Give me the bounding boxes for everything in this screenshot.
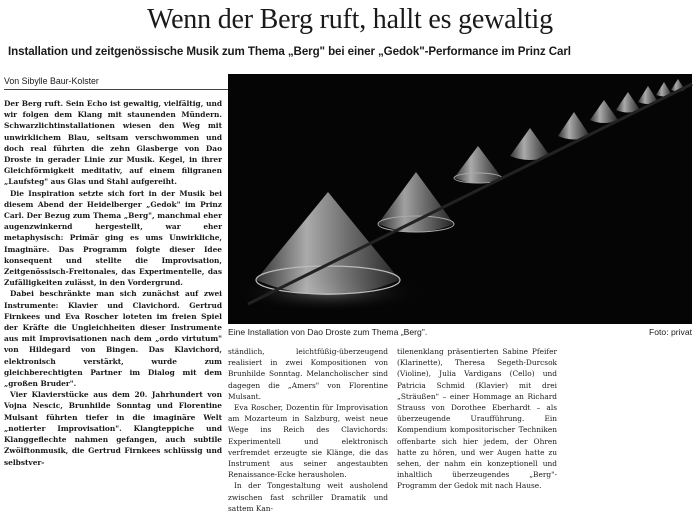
paragraph: Vier Klavierstücke aus dem 20. Jahrhundert von Vojna Nescic, Brunhilde Sonntag und Florentine Mulsant führten tiefer in die imaginäre Welt „notierter Improvisation". Klangteppiche und Klanggeflechte nahmen gefangen, auch subtile Zwölftonmusik, die Gertrud Firnkees schlüssig und selbstver- [4,390,222,467]
paragraph: Eva Roscher, Dozentin für Improvisation am Mozarteum in Salzburg, weist neue Wege ins Reich des Clavichords: Experimentell und elektronisch verfremdet erzeugte sie Klänge, die das Instrument aus seiner angestaubten Renaissance-Ecke herausholen. [228,403,388,480]
article-column-2 [228,346,388,513]
photo-credit: Foto: privat [649,327,692,337]
paragraph: Dabei beschränkte man sich zunächst auf zwei Instrumente: Klavier und Clavichord. Gertrud Firnkees und Eva Roscher loteten im freien Spiel der Kräfte die Ungleichheiten dieser Instrumente aus mit Improvisationen nach dem „ordo virtutum" von Hildegard von Bingen. Das Klavichord, elektronisch verstärkt, wurde zum gleichberechtigten Partner im Dialog mit dem „großen Bruder". [4,289,222,389]
paragraph: Die Inspiration setzte sich fort in der Musik bei diesem Abend der Heidelberger „Gedok" im Prinz Carl. Der Bezug zum Thema „Berg", manchmal eher augenzwinkernd hergestellt, war eher metaphysisch: Primär ging es ums Unwirkliche, Imaginäre. Das Programm folgte dieser Idee konsequent und stellte die Improvisation, Zeitgenössisch-Freitonales, das Experimentelle, das Zufälligkeiten zulässt, in den Vordergrund. [4,188,222,288]
article-column-1 [4,98,222,492]
paragraph: In der Tongestaltung weit ausholend zwischen fast schriller Dramatik und sattem Kan- [228,481,388,513]
subheadline: Installation und zeitgenössische Musik zum Thema „Berg" bei einer „Gedok"-Performance im Prinz Carl [8,45,571,58]
paragraph: Der Berg ruft. Sein Echo ist gewaltig, vielfältig, und wir folgen dem Klang mit staunenden Mündern. Schwarzlichtinstallationen wiesen den Weg mit unwirklichem Blau, seltsam verschwommen und doch real führten die zehn Glasberge von Dao Droste in gerader Linie zur Musik. Kegel, in ihrer Gleichförmigkeit meditativ, auf einem filigranen „Laufsteg" aus Glas und Stahl aufgereiht. [4,99,222,187]
photo-caption-row [228,327,694,338]
byline: Von Sibylle Baur-Kolster [4,76,99,86]
paragraph: tilenenklang präsentierten Sabine Pfeifer (Klarinette), Theresa Segeth-Durcsok (Violine), Julia Vardigans (Cello) und Patricia Schmid (Klavier) mit drei „Sträußen" – einer Hommage an Richard Strauss von Dorothee Eberhardt – als überzeugende Uraufführung. Ein Kompendium kompositorischer Techniken offenbarte sich hier jedem, der Ohren hatte zu hören, und wer Augen hatte zu sehen, der nahm ein konzeptionell und inhaltlich überzeugendes „Berg"-Programm der Gedok mit nach Hause. [397,347,557,491]
article-column-3 [397,346,557,492]
photo-caption: Eine Installation von Dao Droste zum Thema „Berg". [228,327,428,337]
installation-photo [228,74,692,324]
glass-cones-illustration [228,74,692,324]
headline: Wenn der Berg ruft, hallt es gewaltig [147,4,553,35]
byline-rule [4,89,230,90]
paragraph: ständlich, leichtfüßig-überzeugend realisiert in zwei Kompositionen von Brunhilde Sonntag. Melancholischer sind dagegen die „Amers" von Florentine Mulsant. [228,347,388,401]
